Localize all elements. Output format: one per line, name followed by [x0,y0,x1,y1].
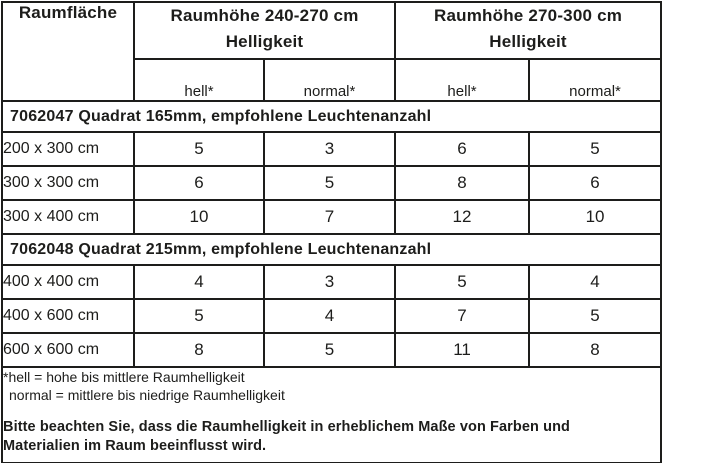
group-title: Raumhöhe 270-300 cm [434,6,623,25]
section-title: 7062047 Quadrat 165mm, empfohlene Leuchtenanzahl [2,101,661,132]
value-cell: 5 [134,132,264,166]
header-row-groups [2,2,661,59]
notice-text: Bitte beachten Sie, dass die Raumhelligkeit in erheblichem Maße von Farben und Materialien im Raum beeinflusst wird. [3,419,570,454]
value-cell: 11 [395,333,529,367]
table-row [2,166,661,200]
value-cell: 6 [529,166,661,200]
room-size-label: 400 x 600 cm [2,299,134,333]
value-cell: 8 [134,333,264,367]
subcolumn-normal-2: normal* [529,59,661,101]
value-cell: 4 [134,265,264,299]
value-cell: 8 [529,333,661,367]
footer-row [2,367,661,463]
value-cell: 3 [264,265,395,299]
value-cell: 5 [264,166,395,200]
value-cell: 12 [395,200,529,234]
table-row [2,132,661,166]
group-title: Raumhöhe 240-270 cm [170,6,359,25]
section-header-7062047 [2,101,661,132]
group-subtitle: Helligkeit [489,31,567,51]
value-cell: 7 [395,299,529,333]
value-cell: 10 [529,200,661,234]
lighting-recommendation-table [1,1,662,463]
room-size-label: 600 x 600 cm [2,333,134,367]
footnote-cell [2,367,661,463]
subcolumn-hell-2: hell* [395,59,529,101]
footnote-normal: normal = mittlere bis niedrige Raumhelligkeit [9,387,285,404]
section-title: 7062048 Quadrat 215mm, empfohlene Leuchtenanzahl [2,234,661,265]
footnote-hell: *hell = hohe bis mittlere Raumhelligkeit [3,369,245,385]
room-size-label: 400 x 400 cm [2,265,134,299]
table-row [2,333,661,367]
room-size-label: 300 x 400 cm [2,200,134,234]
value-cell: 4 [529,265,661,299]
value-cell: 5 [529,132,661,166]
table-row [2,265,661,299]
value-cell: 6 [395,132,529,166]
subcolumn-normal-1: normal* [264,59,395,101]
value-cell: 5 [395,265,529,299]
value-cell: 10 [134,200,264,234]
value-cell: 3 [264,132,395,166]
table-row [2,299,661,333]
value-cell: 6 [134,166,264,200]
column-header-room-area: Raumfläche [2,2,134,101]
value-cell: 4 [264,299,395,333]
table-row [2,200,661,234]
value-cell: 5 [134,299,264,333]
section-header-7062048 [2,234,661,265]
room-size-label: 300 x 300 cm [2,166,134,200]
value-cell: 8 [395,166,529,200]
value-cell: 5 [529,299,661,333]
column-group-height-270-300 [395,2,661,59]
room-size-label: 200 x 300 cm [2,132,134,166]
subcolumn-hell-1: hell* [134,59,264,101]
column-group-height-240-270 [134,2,395,59]
group-subtitle: Helligkeit [225,31,304,51]
value-cell: 5 [264,333,395,367]
value-cell: 7 [264,200,395,234]
